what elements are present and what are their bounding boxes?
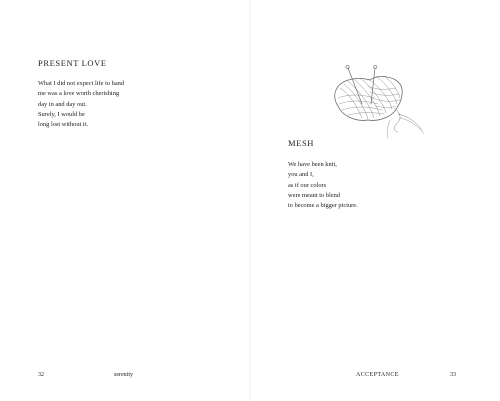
- poem-line: as if our colors: [288, 181, 327, 189]
- poem-line: day in and day out.: [38, 100, 87, 108]
- poem-line: long lost without it.: [38, 121, 89, 129]
- poem-body-present-love: [38, 79, 124, 130]
- poem-line: me was a love worth cherishing: [38, 90, 120, 98]
- right-page: [250, 0, 500, 401]
- yarn-ball-illustration: [328, 64, 428, 142]
- poem-line: to become a bigger picture.: [288, 202, 358, 210]
- poem-line: Surely, I would be: [38, 110, 85, 118]
- poem-title-mesh: MESH: [288, 138, 315, 148]
- poem-line: We have been knit,: [288, 161, 337, 168]
- poem-line: were meant to blend: [288, 191, 340, 199]
- poem-title-present-love: PRESENT LOVE: [38, 58, 107, 68]
- poem-line: What I did not expect life to hand: [38, 80, 125, 87]
- page-number-right: 33: [450, 372, 456, 378]
- running-head-right: ACCEPTANCE: [356, 372, 399, 378]
- poem-body-mesh: [288, 160, 358, 211]
- poem-line: you and I,: [288, 171, 314, 179]
- running-head-left: serenity: [114, 372, 133, 378]
- page-number-left: 32: [38, 372, 44, 378]
